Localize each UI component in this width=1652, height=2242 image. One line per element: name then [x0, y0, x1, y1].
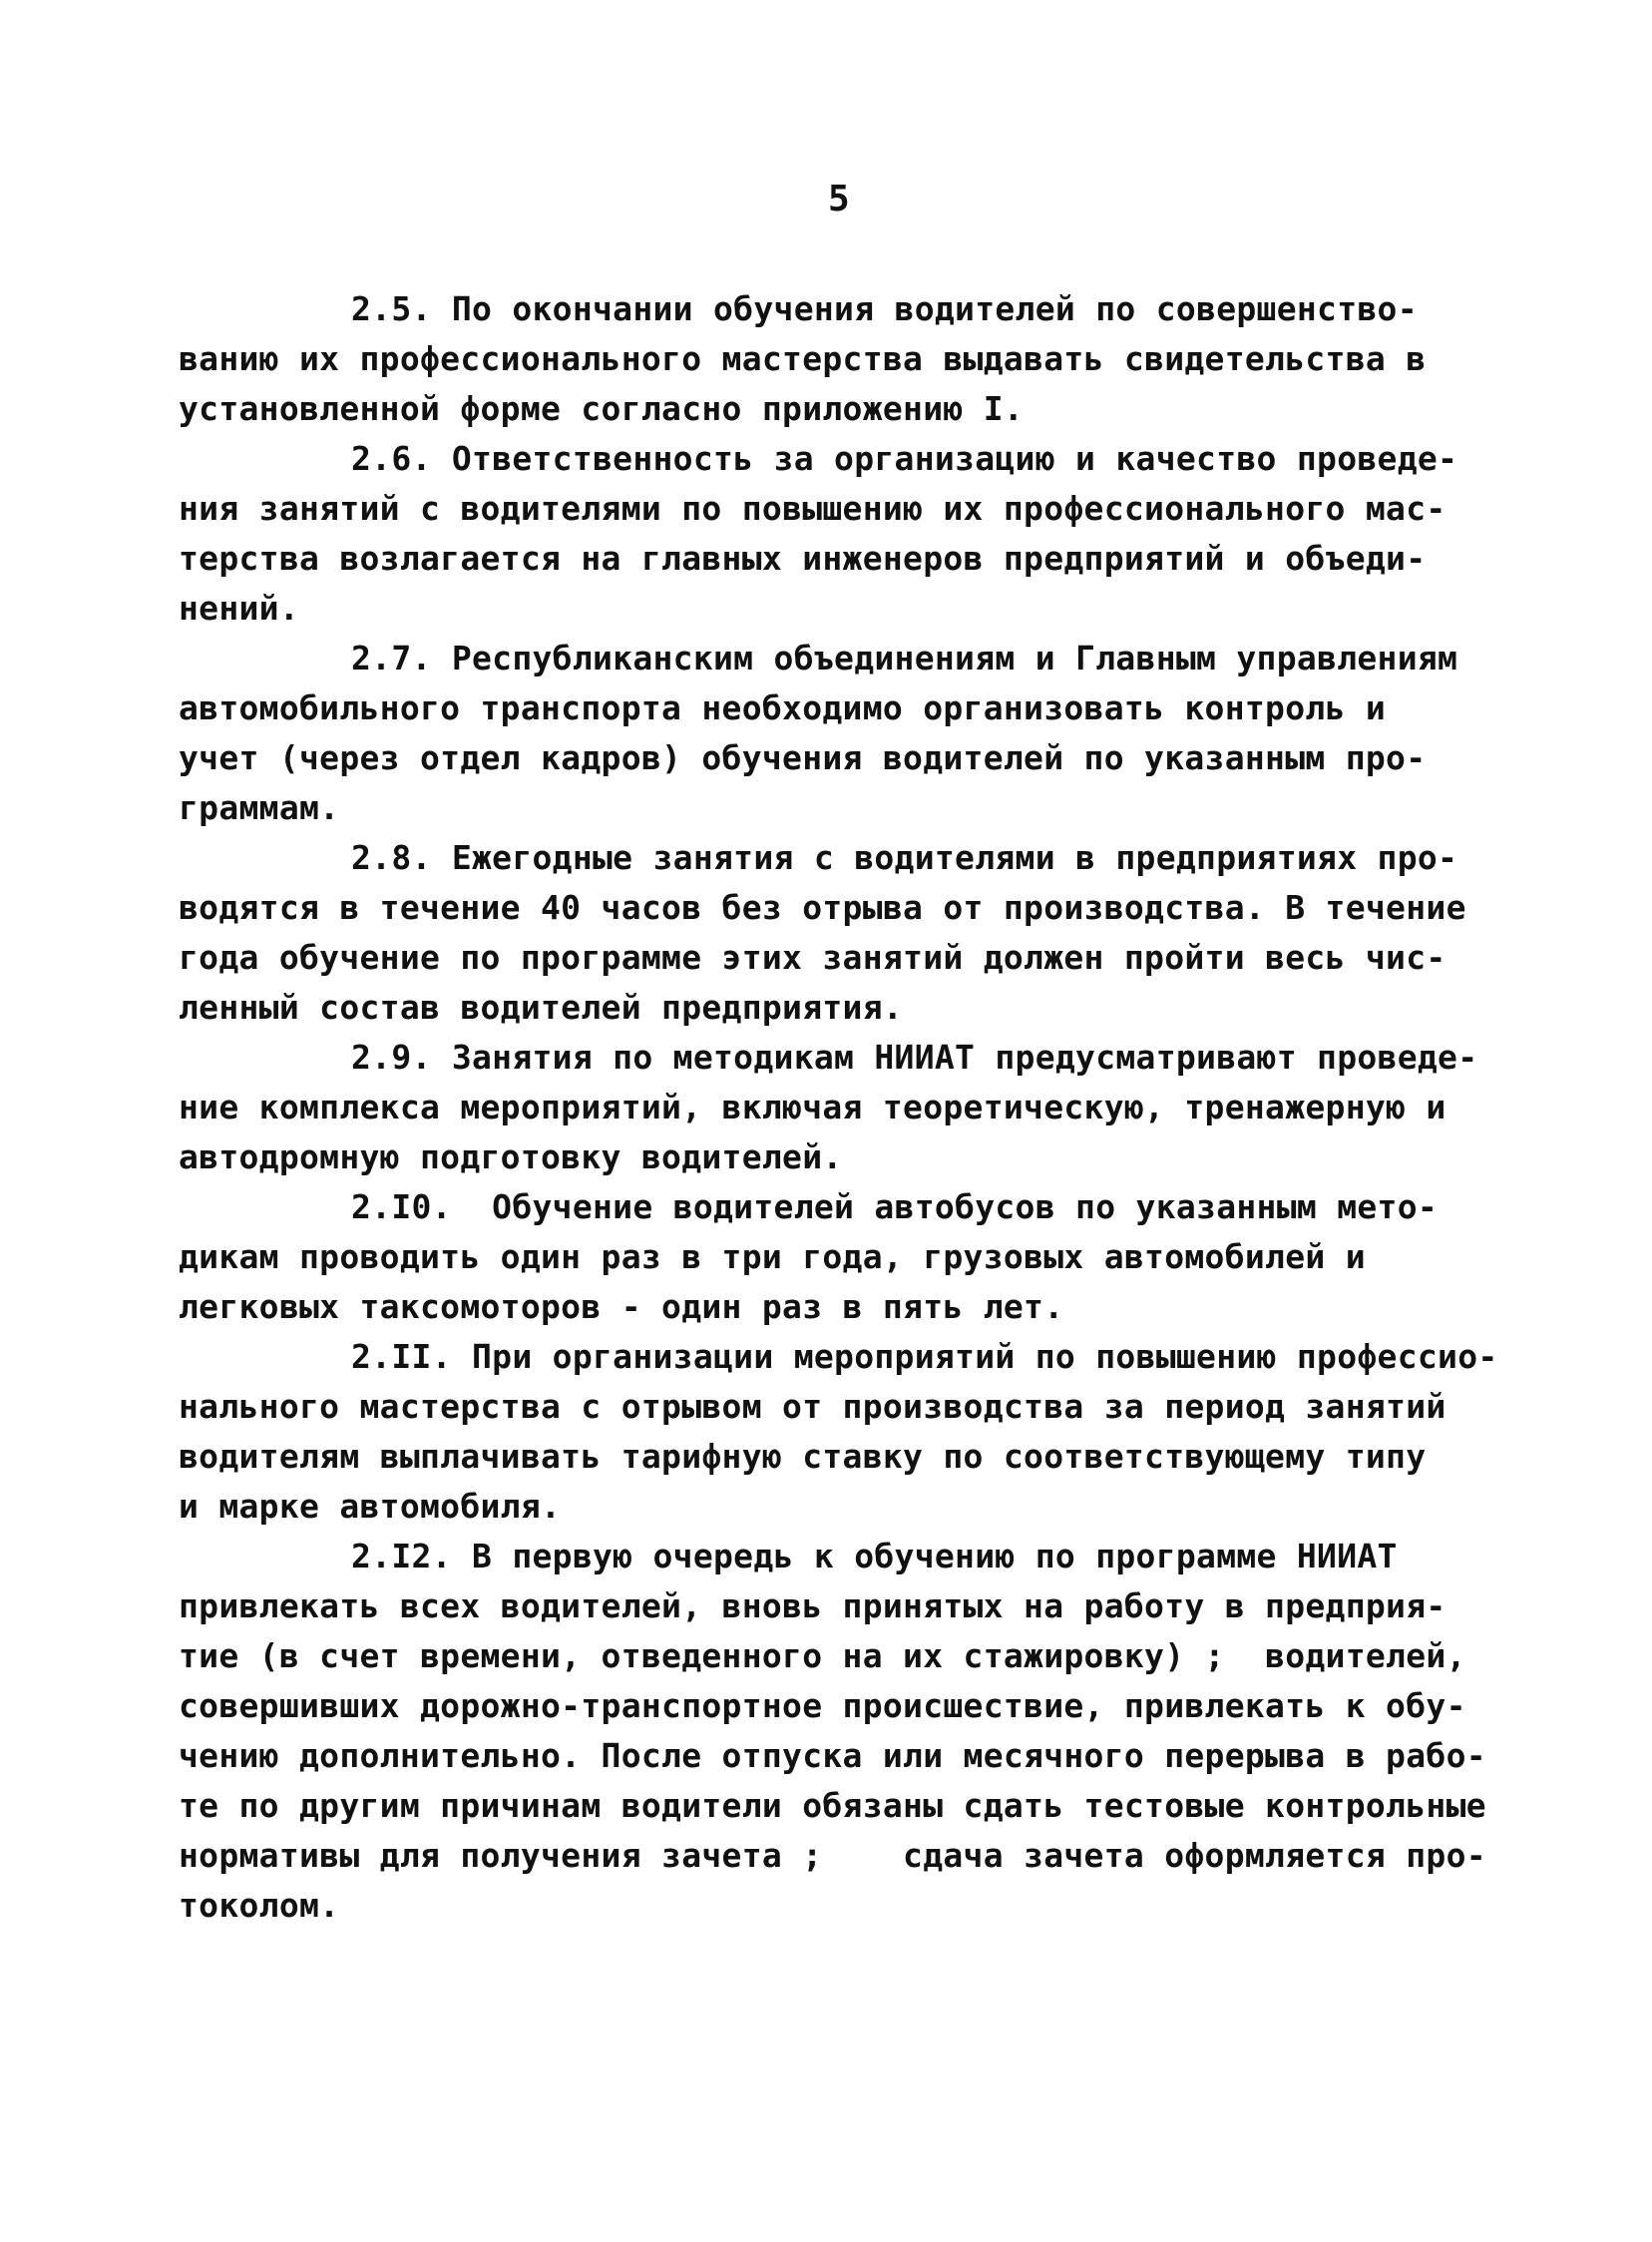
text-line: нений. [179, 589, 300, 628]
text-line: автомобильного транспорта необходимо организовать контроль и [179, 688, 1387, 727]
text-line: ние комплекса мероприятий, включая теоретическую, тренажерную и [179, 1088, 1446, 1126]
text-line: 2.I0. Обучение водителей автобусов по указанным мето- [351, 1187, 1439, 1226]
text-line: те по другим причинам водители обязаны сдать тестовые контрольные [179, 1786, 1486, 1825]
text-line: ванию их профессионального мастерства выдавать свидетельства в [179, 339, 1427, 378]
text-line: чению дополнительно. После отпуска или месячного перерыва в рабо- [179, 1736, 1486, 1775]
text-line: привлекать всех водителей, вновь принятых на работу в предприя- [179, 1586, 1446, 1625]
text-line: совершивших дорожно-транспортное происшествие, привлекать к обу- [179, 1686, 1466, 1725]
text-line: легковых таксомоторов - один раз в пять лет. [179, 1287, 1064, 1326]
text-line: токолом. [179, 1886, 340, 1925]
text-line: установленной форме согласно приложению I. [179, 389, 1025, 428]
text-line: тие (в счет времени, отведенного на их стажировку) ; водителей, [179, 1636, 1466, 1675]
text-line: водителям выплачивать тарифную ставку по соответствующему типу [179, 1437, 1427, 1476]
text-line: и марке автомобиля. [179, 1487, 562, 1526]
text-line: 2.7. Республиканским объединениям и Главным управлениям [351, 639, 1458, 677]
page-number: 5 [828, 179, 850, 220]
text-line: ния занятий с водителями по повышению их профессионального мас- [179, 489, 1446, 528]
text-line: граммам. [179, 788, 340, 827]
text-line: водятся в течение 40 часов без отрыва от производства. В течение [179, 888, 1466, 927]
text-line: 2.5. По окончании обучения водителей по совершенство- [351, 289, 1418, 328]
text-line: терства возлагается на главных инженеров предприятий и объеди- [179, 539, 1427, 578]
text-line: ленный состав водителей предприятия. [179, 988, 904, 1027]
text-line: дикам проводить один раз в три года, грузовых автомобилей и [179, 1237, 1366, 1276]
text-line: учет (через отдел кадров) обучения водителей по указанным про- [179, 738, 1427, 777]
text-line: нального мастерства с отрывом от производства за период занятий [179, 1387, 1446, 1426]
text-line: 2.6. Ответственность за организацию и качество проведе- [351, 439, 1458, 478]
text-line: 2.8. Ежегодные занятия с водителями в предприятиях про- [351, 838, 1458, 877]
text-line: 2.II. При организации мероприятий по повышению профессио- [351, 1337, 1498, 1376]
text-line: года обучение по программе этих занятий должен пройти весь чис- [179, 938, 1446, 977]
text-line: автодромную подготовку водителей. [179, 1137, 843, 1176]
text-line: 2.I2. В первую очередь к обучению по программе НИИАТ [351, 1537, 1398, 1575]
text-line: 2.9. Занятия по методикам НИИАТ предусматривают проведе- [351, 1038, 1478, 1077]
text-line: нормативы для получения зачета ; сдача зачета оформляется про- [179, 1836, 1486, 1875]
